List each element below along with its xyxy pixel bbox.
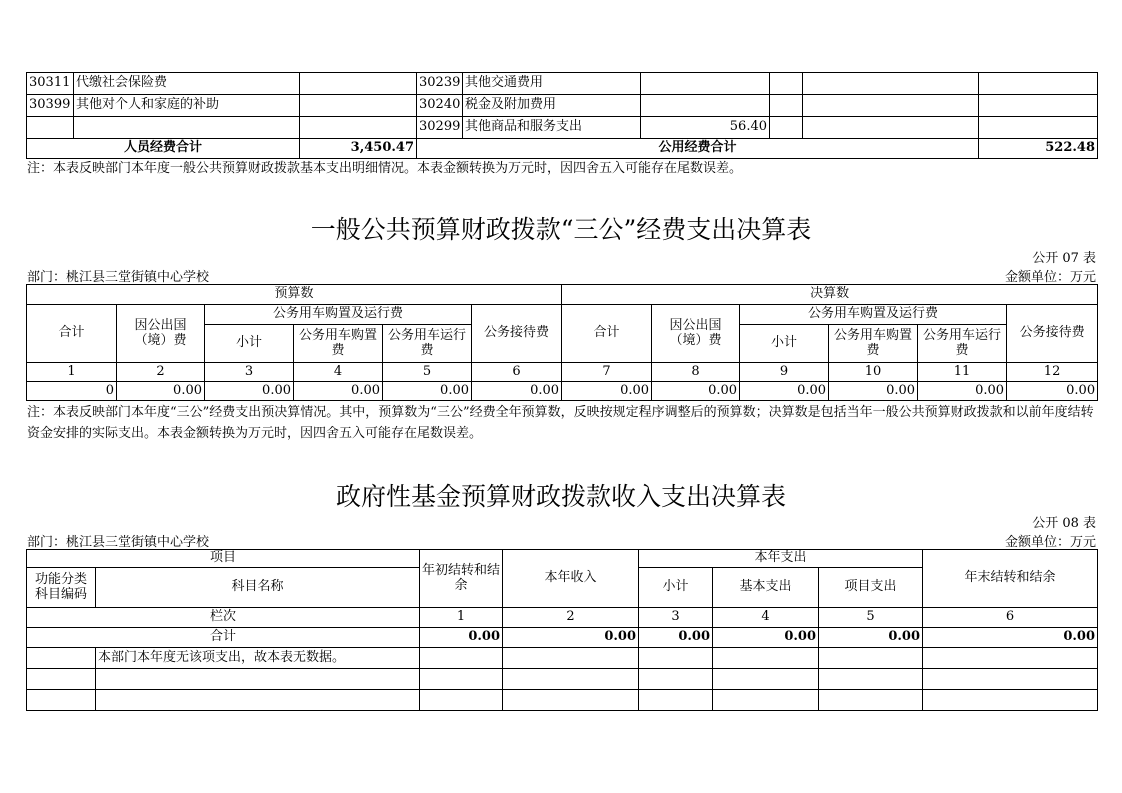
code-cell: 30240 bbox=[417, 95, 463, 117]
name-cell: 其他对个人和家庭的补助 bbox=[74, 95, 300, 117]
code-cell: 30299 bbox=[417, 117, 463, 139]
empty-cell bbox=[819, 669, 923, 690]
value-cell bbox=[300, 95, 417, 117]
empty-cell bbox=[96, 690, 420, 711]
value-cell: 0.00 bbox=[420, 628, 503, 648]
empty-cell bbox=[923, 690, 1098, 711]
column-label: 栏次 bbox=[27, 608, 420, 628]
empty-cell bbox=[770, 73, 803, 95]
name-cell: 代缴社会保险费 bbox=[74, 73, 300, 95]
table-code: 公开 07 表 bbox=[1032, 251, 1096, 266]
page-title: 政府性基金预算财政拨款收入支出决算表 bbox=[335, 482, 786, 511]
expense-group-header: 本年支出 bbox=[639, 550, 923, 568]
empty-cell bbox=[803, 117, 979, 139]
empty-cell bbox=[503, 690, 639, 711]
empty-cell bbox=[979, 95, 1098, 117]
public-total-value: 522.48 bbox=[979, 139, 1098, 159]
department-label: 部门：桃江县三堂街镇中心学校 bbox=[27, 535, 210, 550]
carry-end-header: 年末结转和结余 bbox=[923, 550, 1098, 608]
code-cell: 30311 bbox=[27, 73, 74, 95]
table-row bbox=[27, 95, 1098, 117]
value-cell: 0.00 bbox=[562, 382, 652, 401]
value-cell bbox=[300, 73, 417, 95]
col-number: 10 bbox=[829, 363, 918, 382]
project-header: 项目支出 bbox=[819, 568, 923, 608]
value-cell bbox=[641, 95, 770, 117]
table-row bbox=[27, 117, 1098, 139]
empty-cell bbox=[27, 669, 96, 690]
col-number: 3 bbox=[205, 363, 294, 382]
value-cell bbox=[641, 73, 770, 95]
empty-cell bbox=[639, 690, 713, 711]
col-number: 7 bbox=[562, 363, 652, 382]
total-header: 合计 bbox=[562, 305, 652, 363]
empty-cell bbox=[639, 669, 713, 690]
col-number: 9 bbox=[740, 363, 829, 382]
code-cell bbox=[27, 117, 74, 139]
empty-cell bbox=[27, 690, 96, 711]
col-number: 4 bbox=[713, 608, 819, 628]
vehicle-run-header: 公务用车运行费 bbox=[918, 325, 1007, 363]
name-cell: 税金及附加费用 bbox=[463, 95, 641, 117]
table-note: 注：本表反映部门本年度一般公共预算财政拨款基本支出明细情况。本表金额转换为万元时，因四舍五入可能存在尾数误差。 bbox=[27, 161, 743, 176]
value-cell: 0.00 bbox=[1007, 382, 1098, 401]
value-cell: 0.00 bbox=[740, 382, 829, 401]
empty-cell bbox=[819, 648, 923, 669]
subtotal-header: 小计 bbox=[639, 568, 713, 608]
empty-cell bbox=[420, 648, 503, 669]
header-row bbox=[27, 550, 1098, 568]
code-cell: 30239 bbox=[417, 73, 463, 95]
basic-header: 基本支出 bbox=[713, 568, 819, 608]
vehicle-run-header: 公务用车运行费 bbox=[383, 325, 472, 363]
total-row bbox=[27, 628, 1098, 648]
empty-cell bbox=[503, 648, 639, 669]
col-number: 1 bbox=[27, 363, 117, 382]
total-header: 合计 bbox=[27, 305, 117, 363]
vehicle-buy-header: 公务用车购置费 bbox=[829, 325, 918, 363]
col-number: 5 bbox=[383, 363, 472, 382]
value-cell: 0.00 bbox=[205, 382, 294, 401]
column-number-row bbox=[27, 608, 1098, 628]
value-cell: 0.00 bbox=[294, 382, 383, 401]
empty-cell bbox=[923, 648, 1098, 669]
carry-begin-header: 年初结转和结余 bbox=[420, 550, 503, 608]
col-number: 6 bbox=[472, 363, 562, 382]
value-cell: 0 bbox=[27, 382, 117, 401]
empty-cell bbox=[819, 690, 923, 711]
empty-cell bbox=[803, 95, 979, 117]
value-cell: 56.40 bbox=[641, 117, 770, 139]
table-code: 公开 08 表 bbox=[1032, 516, 1096, 531]
value-cell: 0.00 bbox=[713, 628, 819, 648]
unit-label: 金额单位：万元 bbox=[1004, 270, 1096, 285]
table-row bbox=[27, 73, 1098, 95]
value-cell: 0.00 bbox=[503, 628, 639, 648]
value-cell: 0.00 bbox=[918, 382, 1007, 401]
col-number: 2 bbox=[503, 608, 639, 628]
empty-cell bbox=[713, 669, 819, 690]
subtotal-header: 小计 bbox=[205, 325, 294, 363]
empty-cell bbox=[770, 95, 803, 117]
total-row bbox=[27, 139, 1098, 159]
table-note: 注：本表反映部门本年度“三公”经费支出预决算情况。其中，预算数为“三公”经费全年预算数，反映按规定程序调整后的预算数；决算数是包括当年一般公共预算财政拨款和以前年度结转资金安排的实际支出。本表金额转换为万元时，因四舍五入可能存在尾数误差。 bbox=[27, 405, 1094, 441]
subtotal-header: 小计 bbox=[740, 325, 829, 363]
name-cell bbox=[74, 117, 300, 139]
col-number: 5 bbox=[819, 608, 923, 628]
name-cell: 其他交通费用 bbox=[463, 73, 641, 95]
empty-cell bbox=[713, 690, 819, 711]
empty-cell bbox=[639, 648, 713, 669]
col-number: 1 bbox=[420, 608, 503, 628]
page-title: 一般公共预算财政拨款“三公”经费支出决算表 bbox=[310, 215, 812, 244]
empty-note: 本部门本年度无该项支出，故本表无数据。 bbox=[96, 648, 420, 669]
value-cell: 0.00 bbox=[472, 382, 562, 401]
personnel-total-value: 3,450.47 bbox=[300, 139, 417, 159]
three-public-table bbox=[26, 284, 1098, 401]
value-row bbox=[27, 382, 1098, 401]
code-cell: 30399 bbox=[27, 95, 74, 117]
item-header: 项目 bbox=[27, 550, 420, 568]
empty-cell bbox=[713, 648, 819, 669]
empty-cell bbox=[979, 117, 1098, 139]
vehicle-group-header: 公务用车购置及运行费 bbox=[740, 305, 1007, 325]
empty-cell bbox=[96, 669, 420, 690]
empty-cell bbox=[923, 669, 1098, 690]
personnel-total-label: 人员经费合计 bbox=[27, 139, 300, 159]
col-number: 11 bbox=[918, 363, 1007, 382]
empty-cell bbox=[420, 669, 503, 690]
value-cell: 0.00 bbox=[639, 628, 713, 648]
empty-cell bbox=[27, 648, 96, 669]
func-code-header: 功能分类科目编码 bbox=[27, 568, 96, 608]
empty-cell bbox=[979, 73, 1098, 95]
abroad-header: 因公出国（境）费 bbox=[652, 305, 740, 363]
total-label: 合计 bbox=[27, 628, 420, 648]
public-total-label: 公用经费合计 bbox=[417, 139, 979, 159]
empty-cell bbox=[420, 690, 503, 711]
value-cell: 0.00 bbox=[117, 382, 205, 401]
basic-expense-table bbox=[26, 72, 1098, 159]
col-number: 8 bbox=[652, 363, 740, 382]
name-cell: 其他商品和服务支出 bbox=[463, 117, 641, 139]
header-row bbox=[27, 285, 1098, 305]
income-header: 本年收入 bbox=[503, 550, 639, 608]
gov-fund-table bbox=[26, 549, 1098, 711]
col-number: 2 bbox=[117, 363, 205, 382]
reception-header: 公务接待费 bbox=[1007, 305, 1098, 363]
empty-cell bbox=[770, 117, 803, 139]
header-row bbox=[27, 305, 1098, 325]
value-cell: 0.00 bbox=[829, 382, 918, 401]
empty-cell bbox=[803, 73, 979, 95]
unit-label: 金额单位：万元 bbox=[1004, 535, 1096, 550]
value-cell: 0.00 bbox=[652, 382, 740, 401]
reception-header: 公务接待费 bbox=[472, 305, 562, 363]
final-header: 决算数 bbox=[562, 285, 1098, 305]
col-number: 3 bbox=[639, 608, 713, 628]
department-label: 部门：桃江县三堂街镇中心学校 bbox=[27, 270, 210, 285]
value-cell: 0.00 bbox=[383, 382, 472, 401]
empty-cell bbox=[503, 669, 639, 690]
table-row bbox=[27, 648, 1098, 669]
value-cell: 0.00 bbox=[819, 628, 923, 648]
column-number-row bbox=[27, 363, 1098, 382]
table-row bbox=[27, 669, 1098, 690]
subject-name-header: 科目名称 bbox=[96, 568, 420, 608]
col-number: 4 bbox=[294, 363, 383, 382]
value-cell bbox=[300, 117, 417, 139]
vehicle-group-header: 公务用车购置及运行费 bbox=[205, 305, 472, 325]
abroad-header: 因公出国（境）费 bbox=[117, 305, 205, 363]
col-number: 6 bbox=[923, 608, 1098, 628]
value-cell: 0.00 bbox=[923, 628, 1098, 648]
col-number: 12 bbox=[1007, 363, 1098, 382]
vehicle-buy-header: 公务用车购置费 bbox=[294, 325, 383, 363]
budget-header: 预算数 bbox=[27, 285, 562, 305]
table-row bbox=[27, 690, 1098, 711]
